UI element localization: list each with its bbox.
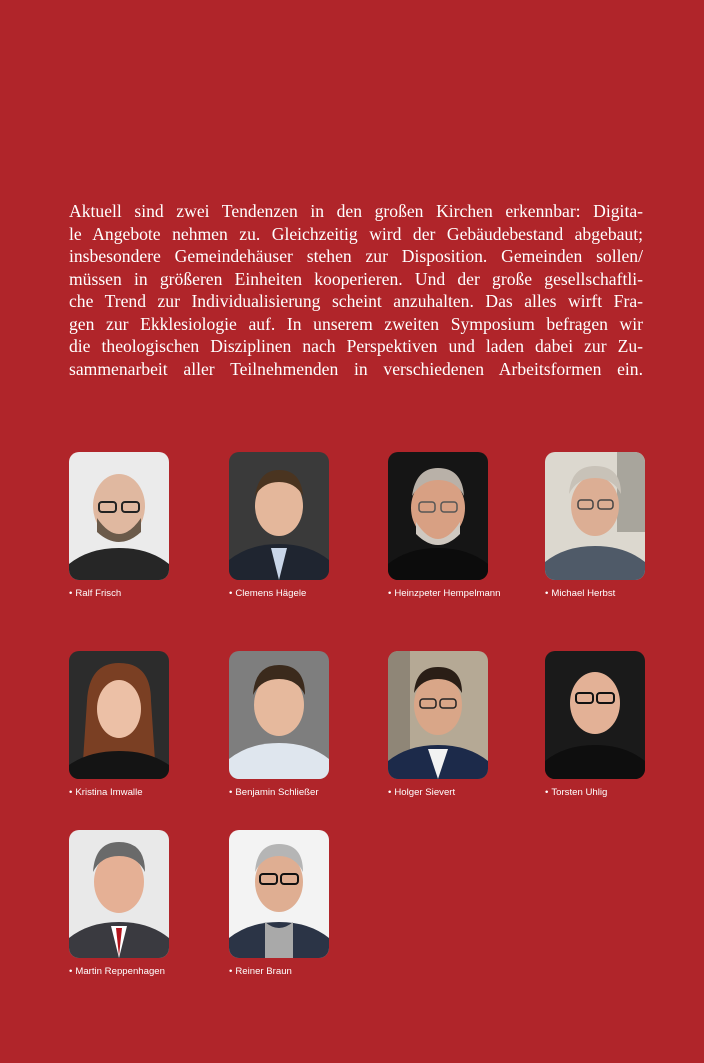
speaker-name	[69, 966, 179, 977]
bullet-icon: •	[69, 588, 73, 599]
speaker-name	[388, 787, 498, 798]
speaker-photo	[229, 830, 329, 958]
bullet-icon: •	[388, 588, 392, 599]
bullet-icon: •	[545, 787, 549, 798]
intro-line: müssen in größeren Einheiten kooperieren. Und der große gesellschaftli-	[69, 268, 643, 289]
bullet-icon: •	[545, 588, 549, 599]
speaker-photo	[388, 651, 488, 779]
speaker-name	[388, 588, 501, 599]
speaker-card	[229, 830, 339, 977]
speaker-name	[229, 966, 339, 977]
intro-line: die theologischen Disziplinen nach Perspektiven und laden dabei zur Zu-	[69, 336, 643, 356]
speaker-name-text: Benjamin Schließer	[235, 787, 319, 798]
speaker-name	[229, 588, 339, 599]
speaker-name-text: Reiner Braun	[235, 966, 292, 977]
speaker-card	[69, 651, 179, 798]
bullet-icon: •	[229, 966, 233, 977]
speaker-photo	[388, 452, 488, 580]
speaker-name-text: Heinzpeter Hempelmann	[394, 588, 501, 599]
intro-line: insbesondere Gemeindehäuser stehen zur Disposition. Gemeinden sollen/	[69, 246, 643, 266]
intro-line: che Trend zur Individualisierung scheint anzuhalten. Das alles wirft Fra-	[69, 291, 643, 311]
speaker-name-text: Michael Herbst	[551, 588, 616, 599]
speaker-card	[545, 452, 655, 599]
intro-line: Aktuell sind zwei Tendenzen in den großen Kirchen erkennbar: Digita-	[69, 201, 643, 221]
speaker-name-text: Martin Reppenhagen	[75, 966, 165, 977]
bullet-icon: •	[388, 787, 392, 798]
speaker-name-text: Torsten Uhlig	[551, 787, 608, 798]
speaker-photo	[545, 452, 645, 580]
speaker-card	[69, 830, 179, 977]
speaker-photo	[229, 651, 329, 779]
speaker-card	[545, 651, 655, 798]
speaker-photo	[69, 651, 169, 779]
speaker-name	[69, 588, 179, 599]
speaker-name-text: Clemens Hägele	[235, 588, 307, 599]
bullet-icon: •	[229, 588, 233, 599]
speaker-photo	[545, 651, 645, 779]
speaker-photo	[229, 452, 329, 580]
intro-line: gen zur Ekklesiologie auf. In unserem zweiten Symposium befragen wir	[69, 313, 643, 334]
speaker-card	[229, 651, 339, 798]
speaker-name	[229, 787, 339, 798]
speaker-name-text: Ralf Frisch	[75, 588, 122, 599]
speaker-card	[388, 452, 501, 599]
speaker-card	[69, 452, 179, 599]
intro-line: le Angebote nehmen zu. Gleichzeitig wird der Gebäudebestand abgebaut;	[69, 223, 643, 244]
intro-text	[69, 200, 643, 380]
speaker-card	[229, 452, 339, 599]
bullet-icon: •	[69, 966, 73, 977]
speaker-name-text: Holger Sievert	[394, 787, 456, 798]
intro-line: sammenarbeit aller Teilnehmenden in verschiedenen Arbeitsformen ein.	[69, 358, 643, 379]
speaker-name	[545, 588, 655, 599]
speaker-name	[545, 787, 655, 798]
speaker-card	[388, 651, 498, 798]
speaker-name-text: Kristina Imwalle	[75, 787, 143, 798]
speaker-name	[69, 787, 179, 798]
bullet-icon: •	[69, 787, 73, 798]
speaker-photo	[69, 452, 169, 580]
speaker-photo	[69, 830, 169, 958]
bullet-icon: •	[229, 787, 233, 798]
